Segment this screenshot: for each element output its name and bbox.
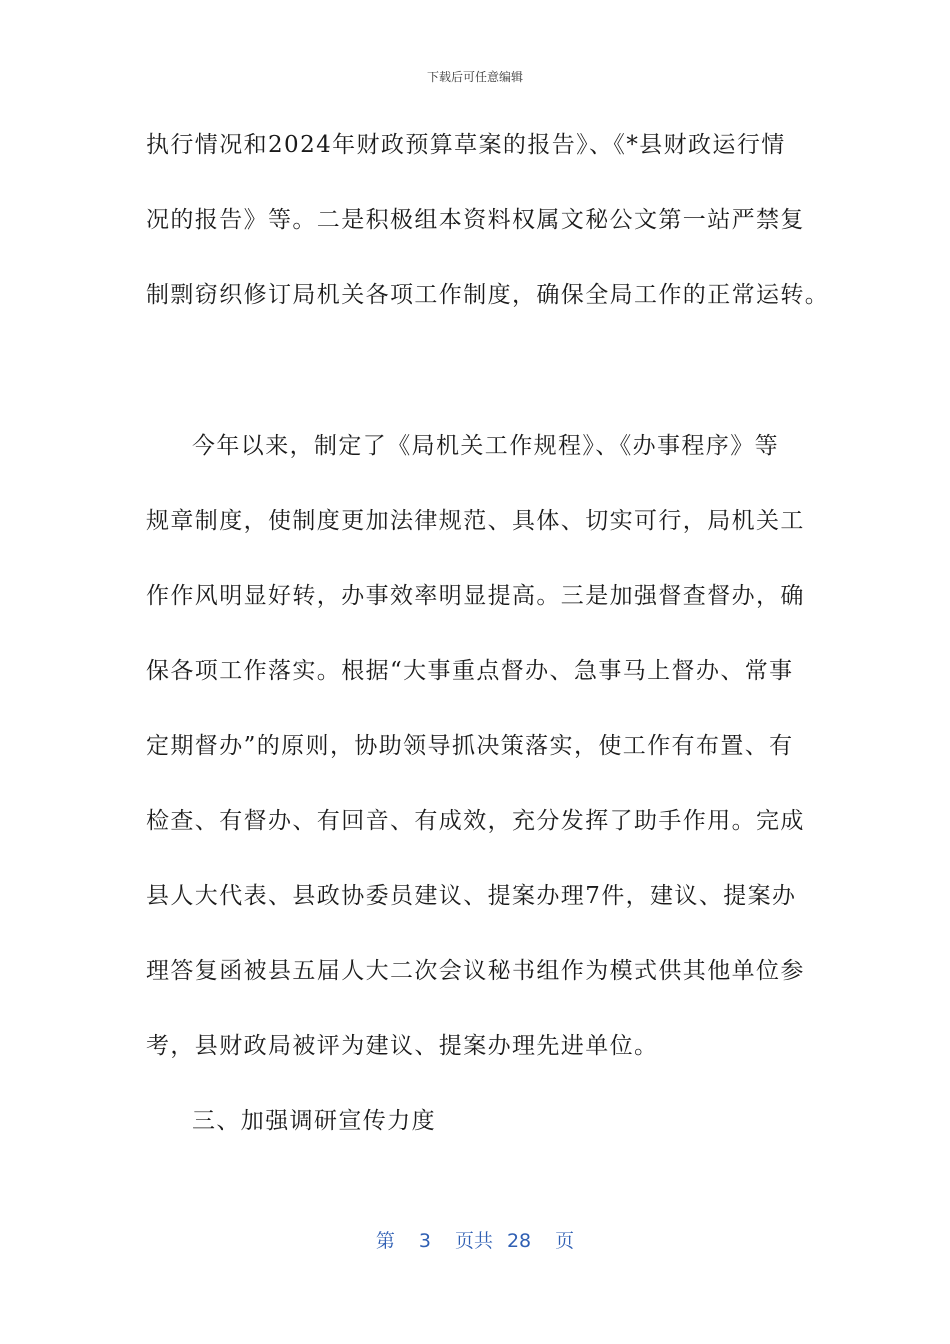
text-line: 保各项工作落实。根据“大事重点督办、急事马上督办、常事 <box>146 658 794 684</box>
footer-total-pages: 28 <box>506 1230 532 1252</box>
footer-prefix: 第 <box>375 1230 395 1252</box>
text-line: 考，县财政局被评为建议、提案办理先进单位。 <box>146 1033 659 1059</box>
page-header: 下载后可任意编辑 <box>426 70 523 84</box>
section-heading <box>146 1098 806 1173</box>
text-line: 理答复函被县五届人大二次会议秘书组作为模式供其他单位参 <box>146 958 805 984</box>
paragraph-continuation <box>146 122 830 347</box>
footer-middle: 页共 <box>454 1230 493 1252</box>
text-line: 执行情况和2024年财政预算草案的报告》、《*县财政运行情 <box>146 132 786 158</box>
text-line: 作作风明显好转，办事效率明显提高。三是加强督查督办，确 <box>146 583 805 609</box>
text-line: 规章制度，使制度更加法律规范、具体、切实可行，局机关工 <box>146 508 805 534</box>
text-line: 定期督办”的原则，协助领导抓决策落实，使工作有布置、有 <box>146 733 794 759</box>
document-body <box>146 122 830 1173</box>
footer-current-page: 3 <box>418 1230 431 1252</box>
text-line: 况的报告》等。二是积极组本资料权属文秘公文第一站严禁复 <box>146 207 805 233</box>
footer-suffix: 页 <box>555 1230 575 1252</box>
text-line: 县人大代表、县政协委员建议、提案办理7件，建议、提案办 <box>146 883 797 909</box>
paragraph-regulations <box>146 423 806 1098</box>
text-line: 今年以来，制定了《局机关工作规程》、《办事程序》等 <box>192 433 779 459</box>
page-footer <box>0 1226 950 1253</box>
text-line: 制剽窃织修订局机关各项工作制度，确保全局工作的正常运转。 <box>146 282 830 308</box>
section-heading-text: 三、加强调研宣传力度 <box>192 1108 436 1134</box>
text-line: 检查、有督办、有回音、有成效，充分发挥了助手作用。完成 <box>146 808 805 834</box>
